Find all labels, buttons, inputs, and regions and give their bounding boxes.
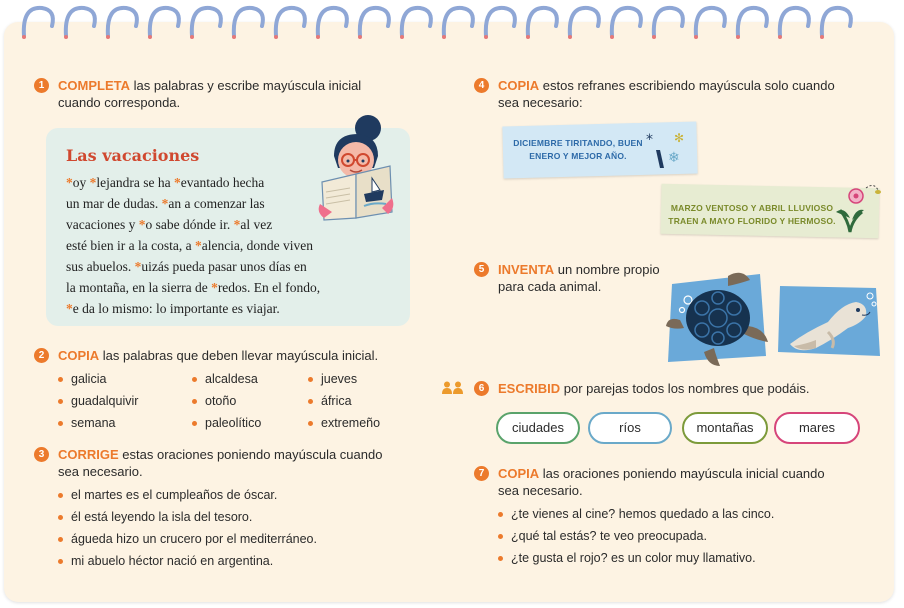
section-1-keyword: COMPLETA [58,78,130,93]
list-item: otoño [192,390,261,412]
blank-marker: * [233,217,241,232]
proverb-1-line1: DICIEMBRE TIRITANDO, BUEN [513,138,643,148]
section-5-line1: un nombre propio [554,262,660,277]
section-7-keyword: COPIA [498,466,540,481]
section-4-line2: sea necesario: [498,95,583,110]
story-text: alencia, donde viven [201,238,314,253]
spiral-binding [0,0,904,44]
section-4-keyword: COPIA [498,78,540,93]
svg-text:❄: ❄ [668,150,680,166]
list-item: guadalquivir [58,390,138,412]
section-2-column-2 [192,368,261,434]
section-2-column-3 [308,368,380,434]
section-1-line1: las palabras y escribe mayúscula inicial [129,78,362,93]
story-title: Las vacaciones [66,146,200,165]
proverb-note-1-text [510,137,646,163]
list-item: áfrica [308,390,380,412]
list-item: semana [58,412,138,434]
story-line [66,277,366,298]
section-3-list [58,484,317,572]
section-3-line2: sea necesario. [58,464,143,479]
story-text: uizás pueda pasar unos días en [141,259,307,274]
blank-marker: * [194,238,202,253]
proverb-note-2-text [664,202,840,228]
section-1-instruction [58,77,361,111]
list-item: ¿te vienes al cine? hemos quedado a las cinco. [498,503,774,525]
pill-mares: mares [774,412,860,444]
pill-montanas: montañas [682,412,768,444]
section-3-keyword: CORRIGE [58,447,119,462]
story-text: la montaña, en la sierra de [66,280,212,295]
blank-marker: * [161,196,169,211]
section-6-keyword: ESCRIBID [498,381,561,396]
section-5-instruction [498,261,660,295]
section-7-line1: las oraciones poniendo mayúscula inicial cuando [539,466,825,481]
story-text: o sabe dónde ir. [145,217,234,232]
list-item: galicia [58,368,138,390]
seal-illustration [776,282,882,360]
blank-marker: * [66,301,73,316]
list-item: ¿qué tal estás? te veo preocupada. [498,525,774,547]
section-6-number: 6 [474,381,489,396]
svg-text:*: * [646,132,653,148]
section-6-instruction [498,380,809,397]
blank-marker: * [89,175,97,190]
section-2-keyword: COPIA [58,348,100,363]
pill-rios: ríos [588,412,672,444]
list-item: él está leyendo la isla del tesoro. [58,506,317,528]
story-text: esté bien ir a la costa, a [66,238,195,253]
section-3-number: 3 [34,447,49,462]
list-item: águeda hizo un crucero por el mediterráneo. [58,528,317,550]
list-item: jueves [308,368,380,390]
list-item: paleolítico [192,412,261,434]
section-2-instruction [58,347,378,364]
story-text: vacaciones y [66,217,139,232]
section-7-number: 7 [474,466,489,481]
story-text: redos. En el fondo, [217,280,321,295]
blank-marker: * [66,175,73,190]
proverb-2-line1: MARZO VENTOSO Y ABRIL LLUVIOSO [670,203,834,213]
story-line [66,298,366,319]
section-5-keyword: INVENTA [498,262,555,277]
section-4-instruction [498,77,835,111]
section-7-instruction [498,465,825,499]
section-1-number: 1 [34,78,49,93]
turtle-illustration [664,270,770,368]
blank-marker: * [138,217,146,232]
story-text: e da lo mismo: lo importante es viajar. [72,301,280,316]
section-3-instruction [58,446,382,480]
story-line [66,235,366,256]
pair-people-icon [442,381,464,395]
story-text: lejandra se ha [96,175,174,190]
section-7-line2: sea necesario. [498,483,583,498]
section-5-line2: para cada animal. [498,279,602,294]
blank-marker: * [173,175,181,190]
story-text: oy [72,175,90,190]
pill-ciudades: ciudades [496,412,580,444]
girl-reading-illustration [316,112,396,224]
section-4-number: 4 [474,78,489,93]
list-item: el martes es el cumpleaños de óscar. [58,484,317,506]
section-5-number: 5 [474,262,489,277]
proverb-1-line2: ENERO Y MEJOR AÑO. [529,151,627,161]
snowflake-icon [644,128,692,172]
story-text: al vez [240,217,273,232]
section-2-number: 2 [34,348,49,363]
section-4-line1: estos refranes escribiendo mayúscula solo cuando [539,78,835,93]
story-text: an a comenzar las [168,196,265,211]
list-item: extremeño [308,412,380,434]
section-1-line2: cuando corresponda. [58,95,181,110]
proverb-2-line2: TRAEN A MAYO FLORIDO Y HERMOSO. [668,216,836,226]
blank-marker: * [134,259,142,274]
flower-icon [830,180,886,236]
section-6-rest: por parejas todos los nombres que podáis. [560,381,810,396]
section-2-rest: las palabras que deben llevar mayúscula inicial. [99,348,379,363]
story-text: sus abuelos. [66,259,135,274]
story-text: un mar de dudas. [66,196,162,211]
section-3-line1: estas oraciones poniendo mayúscula cuando [118,447,383,462]
section-2-column-1 [58,368,138,434]
list-item: ¿te gusta el rojo? es un color muy llamativo. [498,547,774,569]
story-text: evantado hecha [180,175,265,190]
blank-marker: * [211,280,218,295]
list-item: alcaldesa [192,368,261,390]
list-item: mi abuelo héctor nació en argentina. [58,550,317,572]
section-7-list [498,503,774,569]
svg-text:✻: ✻ [674,131,685,145]
story-line [66,256,366,277]
